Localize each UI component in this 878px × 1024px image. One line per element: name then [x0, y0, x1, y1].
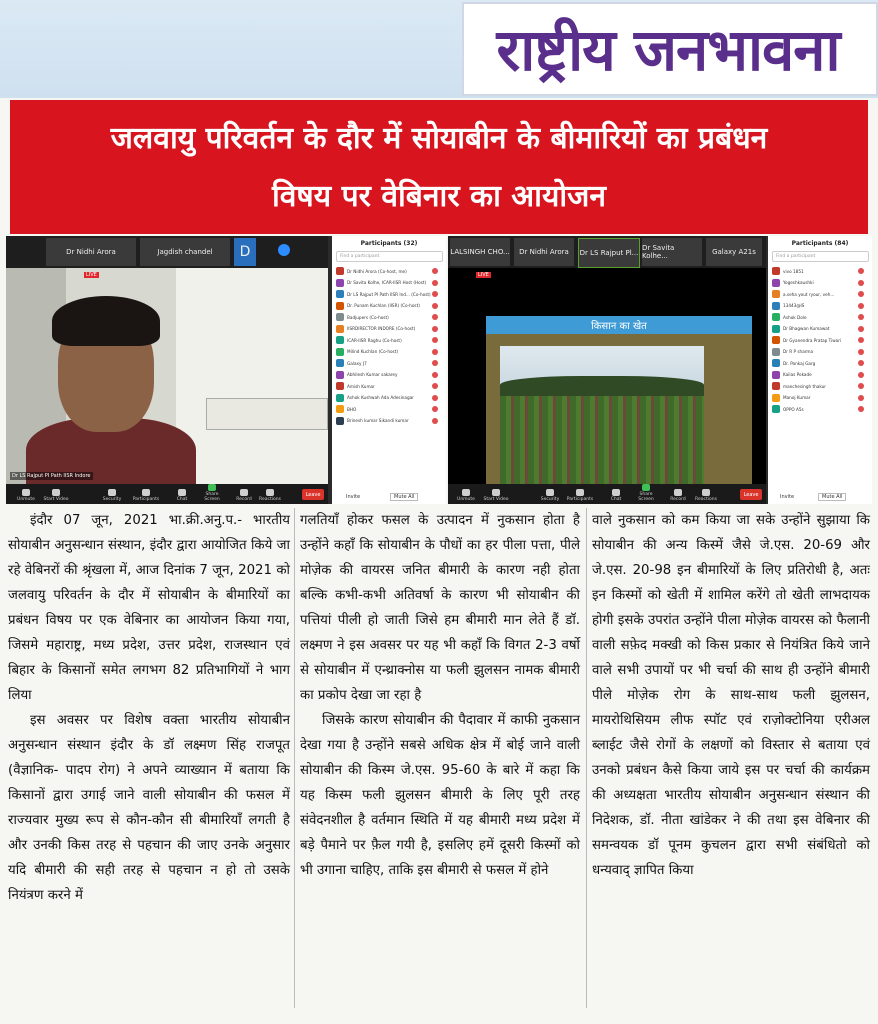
video-tile: Galaxy A21s: [706, 238, 762, 266]
chat-button[interactable]: Chat: [602, 489, 630, 502]
participant-row[interactable]: [336, 393, 440, 403]
participant-avatar: [772, 290, 780, 298]
participant-name: OPPO A5s: [783, 406, 804, 412]
slide-title: किसान का खेत: [486, 316, 752, 334]
mute-all-button[interactable]: Mute All: [390, 493, 418, 501]
background-wall: [176, 268, 328, 484]
participant-avatar: [772, 382, 780, 390]
video-tile: Dr Nidhi Arora: [514, 238, 574, 266]
mic-muted-icon: [432, 406, 438, 412]
mic-muted-icon: [432, 280, 438, 286]
participant-name: IISRDIRECTOR INDORE (Co-host): [347, 326, 416, 331]
participant-name: ICAR-IISR Raghu (Co-host): [347, 337, 402, 343]
zoom-control-bar: [6, 484, 328, 504]
participant-avatar: [772, 336, 780, 344]
participant-avatar: [336, 302, 344, 310]
article-column-3: [592, 508, 870, 883]
participant-name: Milind Kuchlan (Co-host): [347, 349, 398, 354]
participants-panel: [768, 236, 872, 504]
mic-muted-icon: [432, 303, 438, 309]
record-button[interactable]: Record: [664, 489, 692, 502]
article-paragraph: गलतियाँ होकर फसल के उत्पादन में नुकसान होता है उन्होंने कहाँ कि सोयाबीन के पौधों का हर पीला पत्ता, पीले मोज़ेक की वायरस जनित बीमारी के कारण नही होता बल्कि कभी-कभी अतिवर्षा के कारण भी सोयाबीन की पत्तियां पीली हो जाती जिसे हम बीमारी मान लेते हैं डॉ. लक्ष्मण ने इस अवसर पर यह भी कहाँ कि विगत 2-3 वर्षो से सोयाबीन में एन्थ्राक्नोस या फली झुलसन नामक बीमारी का प्रकोप देखा जा रहा है: [300, 513, 580, 703]
start-video-button[interactable]: Start Video: [482, 489, 510, 502]
participant-row[interactable]: [336, 324, 440, 334]
reactions-button[interactable]: Reactions: [256, 489, 284, 502]
video-tiles-strip: [448, 236, 766, 268]
mic-muted-icon: [432, 372, 438, 378]
participant-avatar: [772, 371, 780, 379]
mic-muted-icon: [858, 349, 864, 355]
mic-muted-icon: [432, 418, 438, 424]
participant-row[interactable]: [336, 335, 440, 345]
participant-avatar: [336, 267, 344, 275]
mic-muted-icon: [858, 395, 864, 401]
participant-name: Dr Gyanendra Pratap Tiwari: [783, 337, 842, 343]
reactions-button[interactable]: Reactions: [692, 489, 720, 502]
article-paragraph: इंदौर 07 जून, 2021 भा.क्री.अनु.प.- भारतीय सोयाबीन अनुसन्धान संस्थान, इंदौर द्वारा आयोजित किये जा रहे वेबिनरों की श्रृंखला में, आज दिनांक 7 जून, 2021 को जलवायु परिवर्तन के दौर में सोयाबीन के बीमारियों का प्रबंधन विषय पर एक वेबिनार का आयोजन किया गया, जिसमे महाराष्ट्र, मध्य प्रदेश, उत्तर प्रदेश, राजस्थान एवं बिहार के किसानों समेत लगभग 82 प्रतिभागियों ने भाग लिया: [8, 513, 290, 703]
participant-name: Dr Savita Kolhe, ICAR-IISR Host (Host): [347, 280, 427, 285]
participant-avatar: [336, 290, 344, 298]
participant-name: Dr Nidhi Arora (Co-host, me): [347, 268, 407, 274]
participant-row[interactable]: [336, 312, 440, 322]
invite-button[interactable]: Invite: [780, 494, 795, 500]
article-column-2: [300, 508, 580, 883]
participant-avatar: [772, 313, 780, 321]
mic-muted-icon: [858, 268, 864, 274]
participant-name: BHO: [347, 406, 357, 412]
participant-row[interactable]: [336, 404, 440, 414]
participant-row[interactable]: [336, 301, 440, 311]
participant-name: Dr. Pankaj Garg: [783, 360, 816, 366]
participant-row[interactable]: [772, 324, 866, 334]
leave-button[interactable]: Leave: [740, 489, 762, 500]
start-video-button[interactable]: Start Video: [42, 489, 70, 502]
participant-row[interactable]: [336, 370, 440, 380]
participant-name: Ashok Kushwah Ada Adesinagar: [347, 395, 414, 400]
unmute-button[interactable]: Unmute: [12, 489, 40, 502]
photo-trees: [500, 376, 704, 398]
mic-muted-icon: [432, 383, 438, 389]
participant-row[interactable]: [772, 358, 866, 368]
mic-muted-icon: [432, 268, 438, 274]
participant-name: a.seha yout ryour, veh...: [783, 291, 835, 297]
column-divider: [294, 508, 295, 1008]
participant-name: Kailas Pokade: [783, 372, 812, 377]
participant-name: Manoj Kumar: [783, 395, 811, 400]
participant-avatar: [772, 325, 780, 333]
participant-row[interactable]: [772, 289, 866, 299]
video-tile: LALSINGH CHO...: [450, 238, 510, 266]
speaker-name-label: Dr LS Rajput PI Path IISR Indore: [12, 473, 91, 479]
participants-panel-title: Participants (32): [360, 240, 418, 247]
participant-row[interactable]: [336, 358, 440, 368]
field-photo: [500, 346, 704, 484]
participant-avatar: [336, 359, 344, 367]
participant-avatar: [772, 279, 780, 287]
participant-name: Badjupers (Co-host): [347, 314, 389, 320]
mic-muted-icon: [858, 360, 864, 366]
video-tile: Dr Nidhi Arora: [46, 238, 136, 266]
article-paragraph: वाले नुकसान को कम किया जा सके उन्होंने सुझाया कि सोयाबीन की अन्य किस्में जैसे जे.एस. 20-69 और जे.एस. 20-98 इन बीमारियों के लिए प्रतिरोधी है, अतः इन किस्मों को खेती में शामिल करेंगे तो खेती लाभदायक होगी इसके उपरांत उन्होंने पीला मोज़ेक वायरस को फैलानी वाली सफ़ेद मक्खी को किस प्रकार से नियंत्रित किये जाने वाले सभी उपायों पर भी चर्चा की साथ ही उन्होंने बीमारी पीले मोज़ेक रोग के साथ-साथ फली झुलसन, मायरोथिसियम लीफ स्पॉट एवं राज़ोक्टोनिया एरीअल ब्लाईट जैसे रोगों के लक्षणों को विस्तार से बताया एवं उनको प्रबंधन कैसे किया जाये इस पर चर्चा की कार्यक्रम की अध्यक्षता भारतीय सोयाबीन अनुसन्धान संस्थान की निदेशक, डॉ. नीता खांडेकर ने की तथा इस वेबिनार की समन्वयक डॉ पूनम कुचलन द्वारा सभी संबंधितो को धन्यवाद् ज्ञापित किया: [592, 513, 870, 878]
article-column-1: [8, 508, 290, 908]
record-button[interactable]: Record: [230, 489, 258, 502]
mic-muted-icon: [432, 360, 438, 366]
live-badge: LIVE: [86, 272, 97, 278]
mic-muted-icon: [858, 291, 864, 297]
mic-muted-icon: [858, 314, 864, 320]
participant-avatar: [772, 348, 780, 356]
participants-panel-title: Participants (84): [791, 240, 849, 247]
security-button[interactable]: Security: [536, 489, 564, 502]
participant-avatar: [772, 302, 780, 310]
participant-name: Galaxy J7: [347, 360, 367, 366]
participant-row[interactable]: [772, 301, 866, 311]
participant-row[interactable]: [772, 278, 866, 288]
mic-muted-icon: [432, 337, 438, 343]
participants-button[interactable]: Participants: [132, 489, 160, 502]
participant-avatar: [336, 417, 344, 425]
participant-avatar: [336, 279, 344, 287]
participant-search-input[interactable]: Find a participant: [772, 251, 869, 262]
participant-name: Brinesh kumar Sikandi kumar: [347, 418, 409, 423]
mic-muted-icon: [858, 372, 864, 378]
participant-name: Ashok Dole: [783, 314, 807, 320]
participant-avatar: [336, 336, 344, 344]
participant-avatar: [336, 394, 344, 402]
slide-frame: [486, 334, 752, 484]
participant-avatar: [336, 325, 344, 333]
video-tile-avatar: D: [234, 238, 256, 266]
mic-muted-icon: [432, 349, 438, 355]
video-tiles-strip: [6, 236, 328, 268]
participant-avatar: [336, 313, 344, 321]
participants-panel: [332, 236, 446, 504]
background-desk: [206, 398, 328, 430]
shared-screen: [448, 268, 766, 484]
mute-all-button[interactable]: Mute All: [818, 493, 846, 501]
participant-row[interactable]: [336, 381, 440, 391]
mic-muted-icon: [858, 303, 864, 309]
webinar-screenshot-2: [448, 236, 872, 504]
mic-muted-icon: [858, 406, 864, 412]
headline-line-1: जलवायु परिवर्तन के दौर में सोयाबीन के बीमारियों का प्रबंधन: [110, 121, 768, 156]
participant-name: Dr. Punam Kuchlan (IISR) (Co-host): [347, 303, 420, 308]
participant-avatar: [772, 267, 780, 275]
mic-muted-icon: [432, 291, 438, 297]
mic-muted-icon: [858, 383, 864, 389]
participant-avatar: [772, 405, 780, 413]
participant-row[interactable]: [772, 404, 866, 414]
participants-button[interactable]: Participants: [566, 489, 594, 502]
newspaper-title: राष्ट्रीय जनभावना: [496, 15, 840, 84]
participant-row[interactable]: [336, 347, 440, 357]
share-screen-button[interactable]: Share Screen: [198, 484, 226, 502]
security-button[interactable]: Security: [98, 489, 126, 502]
invite-button[interactable]: Invite: [346, 494, 361, 500]
participant-avatar: [772, 394, 780, 402]
mic-muted-icon: [432, 395, 438, 401]
mic-muted-icon: [858, 337, 864, 343]
participant-row[interactable]: [772, 335, 866, 345]
participant-row[interactable]: [772, 393, 866, 403]
headline-banner: [10, 100, 868, 234]
mic-muted-icon: [858, 326, 864, 332]
video-tile: Jagdish chandel: [140, 238, 230, 266]
participant-name: Dr Bhagwan Kumawat: [783, 326, 830, 331]
participant-name: Dr R P sharma: [783, 349, 814, 354]
participant-row[interactable]: [772, 370, 866, 380]
participant-row[interactable]: [336, 266, 440, 276]
video-tile-active: Dr LS Rajput Pl...: [578, 238, 640, 268]
zoom-control-bar: [448, 484, 766, 504]
participant-row[interactable]: [772, 381, 866, 391]
video-tile: Dr Savita Kolhe...: [642, 238, 702, 266]
participant-avatar: [772, 359, 780, 367]
participant-row[interactable]: [772, 312, 866, 322]
participant-row[interactable]: [336, 416, 440, 426]
participant-avatar: [336, 382, 344, 390]
participant-row[interactable]: [336, 289, 440, 299]
article-paragraph: जिसके कारण सोयाबीन की पैदावार में काफी नुकसान देखा गया है उन्होंने सबसे अधिक क्षेत्र में बोई जाने वाली सोयाबीन की किस्म जे.एस. 95-60 के बारे में कहा कि यह किस्म फली झुलसन बीमारी के लिए पूरी तरह संवेदनशील है वर्तमान स्थिति में यह बीमारी मध्य प्रदेश में बड़े पैमाने पर फ़ैल गयी है, इसलिए हमें दूसरी किस्मों को भी उगाना चाहिए, ताकि इस बीमारी से फसल में होने: [300, 713, 580, 878]
headline-line-2: विषय पर वेबिनार का आयोजन: [271, 179, 607, 214]
unmute-button[interactable]: Unmute: [452, 489, 480, 502]
mic-muted-icon: [432, 326, 438, 332]
live-badge: LIVE: [478, 272, 489, 278]
participant-search-input[interactable]: Find a participant: [336, 251, 443, 262]
presentation-slide: [486, 316, 752, 484]
photo-crop-field: [500, 396, 704, 484]
participant-name: Yogeshkaushki: [783, 280, 814, 285]
participant-row[interactable]: [336, 278, 440, 288]
column-divider: [586, 508, 587, 1008]
participant-name: vivo 1851: [783, 268, 804, 274]
webinar-screenshot-1: [6, 236, 446, 504]
participant-name: Abhilesh Kumar sakarey: [347, 372, 398, 377]
participant-name: Dr LS Rajput PI Path IISR Ind... (Co-host): [347, 291, 431, 297]
mic-muted-icon: [432, 314, 438, 320]
participant-avatar: [336, 405, 344, 413]
participant-avatar: [336, 371, 344, 379]
article-paragraph: इस अवसर पर विशेष वक्ता भारतीय सोयाबीन अनुसन्धान संस्थान इंदौर के डॉ लक्ष्मण सिंह राजपूत (वैज्ञानिक- पादप रोग) ने अपने व्याख्यान में बताया कि किसानों द्वारा उगाई जाने वाली सोयाबीन की फसल में राज्यवार मुख्य रूप से कौन-कौन सी बीमारियाँ लगती है और उनकी किस तरह से पहचान की जाए उनके अनुसार यदि बीमारी की सही तरह से पहचान न हो तो उसके नियंत्रण करने में: [8, 713, 290, 903]
participant-name: manchesingh thakur: [783, 383, 827, 389]
participant-avatar: [336, 348, 344, 356]
participant-name: Amish Kumar: [347, 383, 375, 389]
participant-row[interactable]: [772, 266, 866, 276]
participant-name: 13443@IS: [783, 303, 805, 308]
participant-row[interactable]: [772, 347, 866, 357]
mic-muted-icon: [858, 280, 864, 286]
leave-button[interactable]: Leave: [302, 489, 324, 500]
chat-button[interactable]: Chat: [168, 489, 196, 502]
share-screen-button[interactable]: Share Screen: [632, 484, 660, 502]
next-page-icon[interactable]: [278, 244, 290, 256]
speaker-hair: [52, 296, 160, 346]
speaker-video: [6, 268, 328, 484]
